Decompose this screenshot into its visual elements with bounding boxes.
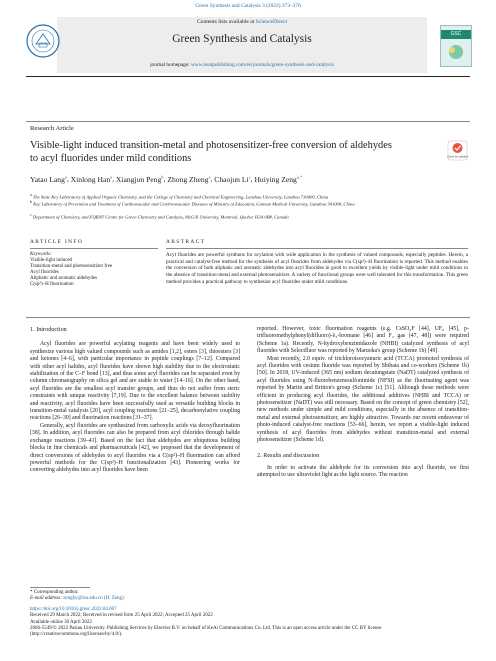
keywords-label: Keywords: xyxy=(30,252,52,257)
author-list: Yatao Lang$^a$, Xinlong Han$^a$, Xiangjun Peng$^b$, Zhong Zheng$^a$, Chaojun Li$^c$, Huiying Zeng$^{a,*}$ xyxy=(30,174,303,184)
article-type: Research Article xyxy=(30,125,74,132)
abstract-heading: ABSTRACT xyxy=(166,239,206,245)
journal-title: Green Synthesis and Catalysis xyxy=(172,33,312,45)
keyword: C(sp²)–H fluorination xyxy=(30,282,74,287)
keyword: Visible-light induced xyxy=(30,258,73,263)
body-paragraph: Generally, acyl fluorides are synthesized from carboxylic acids via deoxyfluorination [38]. In addition, acyl fluorides can also be prepared from acyl chlorides through halide exchange reactions [39–41]. Based on the fact that aldehydes are ubiquitous building blocks in fine chemicals and pharmaceuticals [42], we proposed that the development of direct conversions of aldehydes to acyl fluorides via a C(sp²)–H fluorination can afford powerful methods for the C(sp²)–H functionalization [43]. Pioneering works for converting aldehydes into acyl fluorides have been xyxy=(30,422,240,474)
badge-label: Check for updates xyxy=(447,155,468,159)
corresponding-author-note: * Corresponding author. xyxy=(30,590,79,595)
available-online: Available online 30 April 2022 xyxy=(30,619,92,625)
abstract-text: Acyl fluorides are powerful synthons for acylation with wide application in the synthesis of valued compounds, especially peptides. Herein, a practical and catalyst-free method for the synthesis of acyl fluorides from aldehydes via C(sp²)–H fluorination is reported. This method enables the conversion of both aliphatic and aromatic aldehydes into acyl fluorides in good to excellent yields by visible-light under mild conditions in the absence of transition-metal and external photosensitizer. A variety of functional groups were well tolerated for this transformation. This green method provides a practical pathway to synthesize acyl fluorides under mild conditions. xyxy=(166,252,468,285)
homepage-prefix: journal homepage: xyxy=(150,62,191,68)
footnote-rule xyxy=(30,587,90,588)
body-paragraph: Acyl fluorides are powerful acylating reagents and have been widely used to synthesize various high valued compounds such as amides [1,2], esters [3], thioesters [3] and ketones [4–6], with particular importance in peptide couplings [7–12]. Compared with other acyl halides, acyl fluorides have shown high stability due to the electrostatic stabilization of the C–F bond [13], and thus some acyl fluorides can be separated even by column chromatography on silica gel and are stable to water [14–16]. On the other hand, acyl fluorides are the smallest acyl transfer groups, and thus do not suffer from steric constraints with unique reactivity [7,19]. Due to the excellent balance between stability and reactivity, acyl fluorides have been successfully used as versatile building blocks in transition-metal catalysis [20], acyl coupling reactions [21–25], decarbonylative coupling reactions [26–30] and fluorination reactions [31–37]. xyxy=(30,341,240,422)
affiliation: $^b$ Key Laboratory of Prevention and Treatment of Cardiovascular and Cerebrovascular Diseases of Ministry of Education, Gannan Medical University, Ganzhou 341000, China xyxy=(30,200,355,207)
keyword: Aliphatic and aromatic aldehydes xyxy=(30,276,98,281)
body-paragraph: In order to activate the aldehyde for its conversion into acyl fluoride, we first attempted to use ultraviolet light as the light source. The reaction xyxy=(257,464,469,479)
article-info-heading: ARTICLE INFO xyxy=(30,239,84,245)
journal-homepage xyxy=(57,62,427,68)
journal-cover-thumbnail[interactable] xyxy=(440,25,472,67)
header-rule xyxy=(26,76,470,77)
body-paragraph: reported. However, toxic fluorination reagents (e.g. CsSO₄F [44], UF₆ [45], p-trifluoromethylphenyl(difluoro)-λ₃-bromane [46] and F₂ gas [47, 48]) were required (Scheme 1a). Recently, N-hydroxybenzimidazole (NHBI) catalyzed synthesis of acyl fluorides with Selectfluor was reported by Maruoka's group (Scheme 1b) [49]. xyxy=(257,326,469,355)
body-paragraph: Most recently, 2.0 equiv. of trichloroisocyanuric acid (TCCA) promoted synthesis of acyl fluorides with cesium fluoride was reported by Shibata and co-workers (Scheme 1b) [50]. In 2018, UV-induced (365 nm) sodium decatungstate (NaDT) catalyzed synthesis of acyl fluorides using N-fluorobenzenesulfonimide (NFSI) as the fluorinating agent was reported by Martin and Britton's group (Scheme 1c) [51]. Although those methods were efficient in producing acyl fluorides, the additional additives (NHBI and TCCA) or photosensitizer (NaDT) was still necessary. Based on the concept of green chemistry [52], new methods under simple and mild conditions, especially in the absence of transition-metal and external photosensitizer, are highly attractive. Towards our recent endeavour of photo-induced catalyst-free reactions [53–66], herein, we report a visible-light induced synthesis of acyl fluorides from aldehydes without transition-metal and external photosensitizer (Scheme 1d). xyxy=(257,355,469,444)
email-note xyxy=(30,596,125,601)
body-left-column xyxy=(30,326,240,475)
contents-prefix: Contents lists available at xyxy=(196,19,256,25)
keyword: Acyl fluorides xyxy=(30,270,59,275)
keyword: Transition-metal and photosensitizer free xyxy=(30,264,113,269)
body-right-column xyxy=(257,326,469,480)
results-heading: 2. Results and discussion xyxy=(257,451,320,459)
received-dates: Received 29 March 2022; Received in revised form 25 April 2022; Accepted 25 April 2022 xyxy=(30,613,213,619)
affiliation: $^a$ The State Key Laboratory of Applied Organic Chemistry, and the College of Chemistry and Chemical Engineering, Lanzhou University, Lanzhou 730000, China xyxy=(30,193,329,200)
journal-citation[interactable]: Green Synthesis and Catalysis 3 (2022) 373–376 xyxy=(195,3,301,9)
article-title: Visible-light induced transition-metal and photosensitizer-free conversion of aldehydes to acyl fluorides under mild conditions xyxy=(30,140,392,164)
intro-heading: 1. Introduction xyxy=(30,326,67,333)
footer xyxy=(30,607,470,638)
abstract-end-rule xyxy=(26,317,470,318)
author[interactable]: Zhong Zheng$^a$ xyxy=(167,174,211,184)
email-link[interactable]: zenghy@lzu.edu.cn (H. Zeng). xyxy=(63,596,125,601)
author[interactable]: Xinlong Han$^a$ xyxy=(70,174,113,184)
homepage-link[interactable]: www.keaipublishing.com/en/journals/green-synthesis-and-catalysis xyxy=(190,62,334,68)
university-seal-logo xyxy=(26,24,60,58)
cover-label: GSC xyxy=(441,30,471,39)
email-label: E-mail address: xyxy=(30,596,64,601)
affiliation: $^c$ Department of Chemistry, and FQRNT Centre for Green Chemistry and Catalysis, McGill University, Montreal, Quebec H3A 0B8, Canada xyxy=(30,213,289,220)
abstract-rule xyxy=(166,248,468,249)
author[interactable]: Huiying Zeng$^{a,*}$ xyxy=(254,174,303,184)
author[interactable]: Chaojun Li$^c$ xyxy=(214,174,251,184)
check-for-updates-icon[interactable] xyxy=(447,140,468,161)
license-text: 2666-5549/© 2022 Pasiau University. Publishing Services by Elsevier B.V. on behalf of KeAi Communications Co. Ltd. This is an open access article under the CC BY license (http://creativecommons.org/licenses/by/4.0/). xyxy=(30,625,382,638)
sciencedirect-link[interactable]: ScienceDirect xyxy=(255,19,288,25)
cover-graphic xyxy=(441,26,471,66)
doi-link[interactable]: https://doi.org/10.1016/j.gresc.2022.04.007 xyxy=(30,607,117,612)
author[interactable]: Xiangjun Peng$^b$ xyxy=(115,174,164,184)
contents-line xyxy=(57,19,427,25)
author[interactable]: Yatao Lang$^a$ xyxy=(30,174,67,184)
article-type-rule xyxy=(26,121,470,122)
article-info-rule xyxy=(30,248,158,249)
